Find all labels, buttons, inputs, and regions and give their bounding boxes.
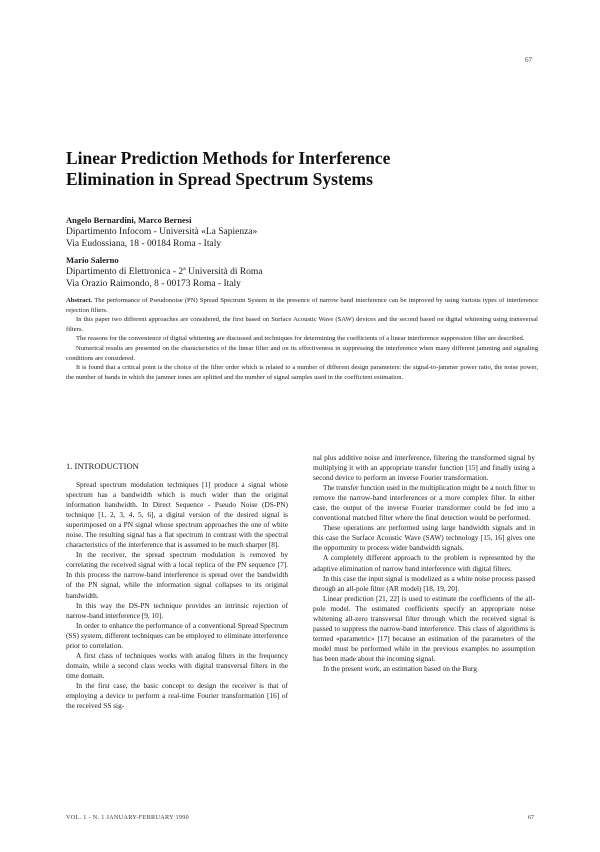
page-number-top: 67 <box>525 56 532 64</box>
abstract-paragraph <box>66 296 538 315</box>
abstract-paragraph: In this paper two different approaches are considered, the first based on Surface Acoustic Wave (SAW) devices and the second based on digital whitening using transversal filters. <box>66 316 538 333</box>
affiliation-1-line-2: Via Eudossiana, 18 - 00184 Roma - Italy <box>66 239 222 249</box>
abstract-label: Abstract. <box>66 297 93 304</box>
abstract <box>66 296 538 382</box>
body-paragraph: Linear prediction [21, 22] is used to estimate the coefficients of the all-pole model. The estimated coefficients specify an appropriate noise whitening all-zero transversal filter through which the received signal is passed to suppress the narrow-band interference. This class of algorithms is termed «parametric» [17] because an estimation of the parameters of the model must be performed while in the previous examples no assumption has been made about the incoming signal. <box>313 593 535 663</box>
body-paragraph: In the present work, an estimation based on the Burg <box>323 663 477 673</box>
author-names-1: Angelo Bernardini, Marco Bernesi <box>66 215 192 225</box>
body-column-right <box>313 453 535 674</box>
footer-page-number: 67 <box>527 814 534 821</box>
affiliation-2-line-1: Dipartimento di Elettronica - 2ª Università di Roma <box>66 267 263 277</box>
abstract-paragraph: Numerical results are presented on the characteristics of the linear filter and on its effectiveness in suppressing the interference when many different jamming and signaling conditions are considered. <box>66 344 538 362</box>
body-paragraph: In order to enhance the performance of a conventional Spread Spectrum (SS) system, different techniques can be employed to eliminate interference prior to correlation. <box>66 620 288 650</box>
body-paragraph: In this case the input signal is modelized as a white noise process passed through an all-pole filter (AR model) [18, 19, 20]. <box>313 573 535 593</box>
body-paragraph: nal plus additive noise and interference, filtering the transformed signal by multiplying it with an appropriate transfer function [15] and finally using a second device to perform an inverse Fourier transformation. <box>313 453 535 483</box>
body-column-left <box>66 480 288 711</box>
author-block-2 <box>66 254 536 290</box>
title-line-2: Elimination in Spread Spectrum Systems <box>66 169 373 189</box>
abstract-paragraph: It is found that a critical point is the choice of the filter order which is related to a number of different design parameters: the signal-to-jammer power ratio, the noise power, the number of bands in which the jammer tones are splitted and the number of signal samples used in the coefficient estimation. <box>66 364 538 381</box>
affiliation-1-line-1: Dipartimento Infocom - Università «La Sapienza» <box>66 227 258 237</box>
body-paragraph: In the first case, the basic concept to design the receiver is that of employing a device to perform a real-time Fourier transformation [16] of the received SS sig- <box>66 680 288 711</box>
abstract-text-1: The performance of Pseudonoise (PN) Spread Spectrum System in the presence of narrow band interference can be improved by using various types of interference rejection filters. <box>66 297 538 314</box>
author-block-1 <box>66 214 536 250</box>
footer-journal-issue: VOL. 1 - N. 1 JANUARY-FEBRUARY 1990 <box>66 814 190 821</box>
body-paragraph: The transfer function used in the multiplication might be a notch filter to remove the narrow-band interferences or a more complex filter. In either case, the output of the inverse Fourier transformer could be fed into a conventional matched filter where the final detection would be performed. <box>313 483 535 523</box>
body-paragraph: Spread spectrum modulation techniques [1] produce a signal whose spectrum has a bandwidth which is much wider than the original information bandwidth. In Direct Sequence - Pseudo Noise (DS-PN) technique [1, 2, 3, 4, 5, 6], a digital version of the desired signal is superimposed on a PN signal whose spectrum approaches the one of white noise. The resulting signal has a flat spectrum in contrast with the spectral characteristics of the interference that is assumed to be much sharper [8]. <box>66 480 288 550</box>
body-paragraph: In this way the DS-PN technique provides an intrinsic rejection of narrow-band interference [9, 10]. <box>66 600 288 620</box>
body-paragraph: In the receiver, the spread spectrum modulation is removed by correlating the received signal with a local replica of the PN sequence [7]. In this process the narrow-band interference is spread over the bandwidth of the PN signal, while the information signal collapses to its original bandwidth. <box>66 550 288 600</box>
body-paragraph: These operations are performed using large bandwidth signals and in this case the Surface Acoustic Wave (SAW) technology [15, 16] gives one the opportunity to process wider bandwidth signals. <box>313 523 535 553</box>
author-names-2: Mario Salerno <box>66 255 119 265</box>
abstract-paragraph: The reasons for the convenience of digital whitening are discussed and techniques for determining the coefficients of a linear interference suppression filter are described. <box>76 335 525 343</box>
section-heading: 1. INTRODUCTION <box>66 461 139 471</box>
title-line-1: Linear Prediction Methods for Interference <box>66 148 391 168</box>
body-paragraph: A first class of techniques works with analog filters in the frequency domain, while a second class works with digital transversal filters in the time domain. <box>66 650 288 680</box>
paper-title <box>66 148 536 190</box>
body-paragraph: A completely different approach to the problem is represented by the adaptive elimination of narrow band interference with digital filters. <box>313 553 535 573</box>
affiliation-2-line-2: Via Orazio Raimondo, 8 - 00173 Roma - Italy <box>66 279 241 289</box>
